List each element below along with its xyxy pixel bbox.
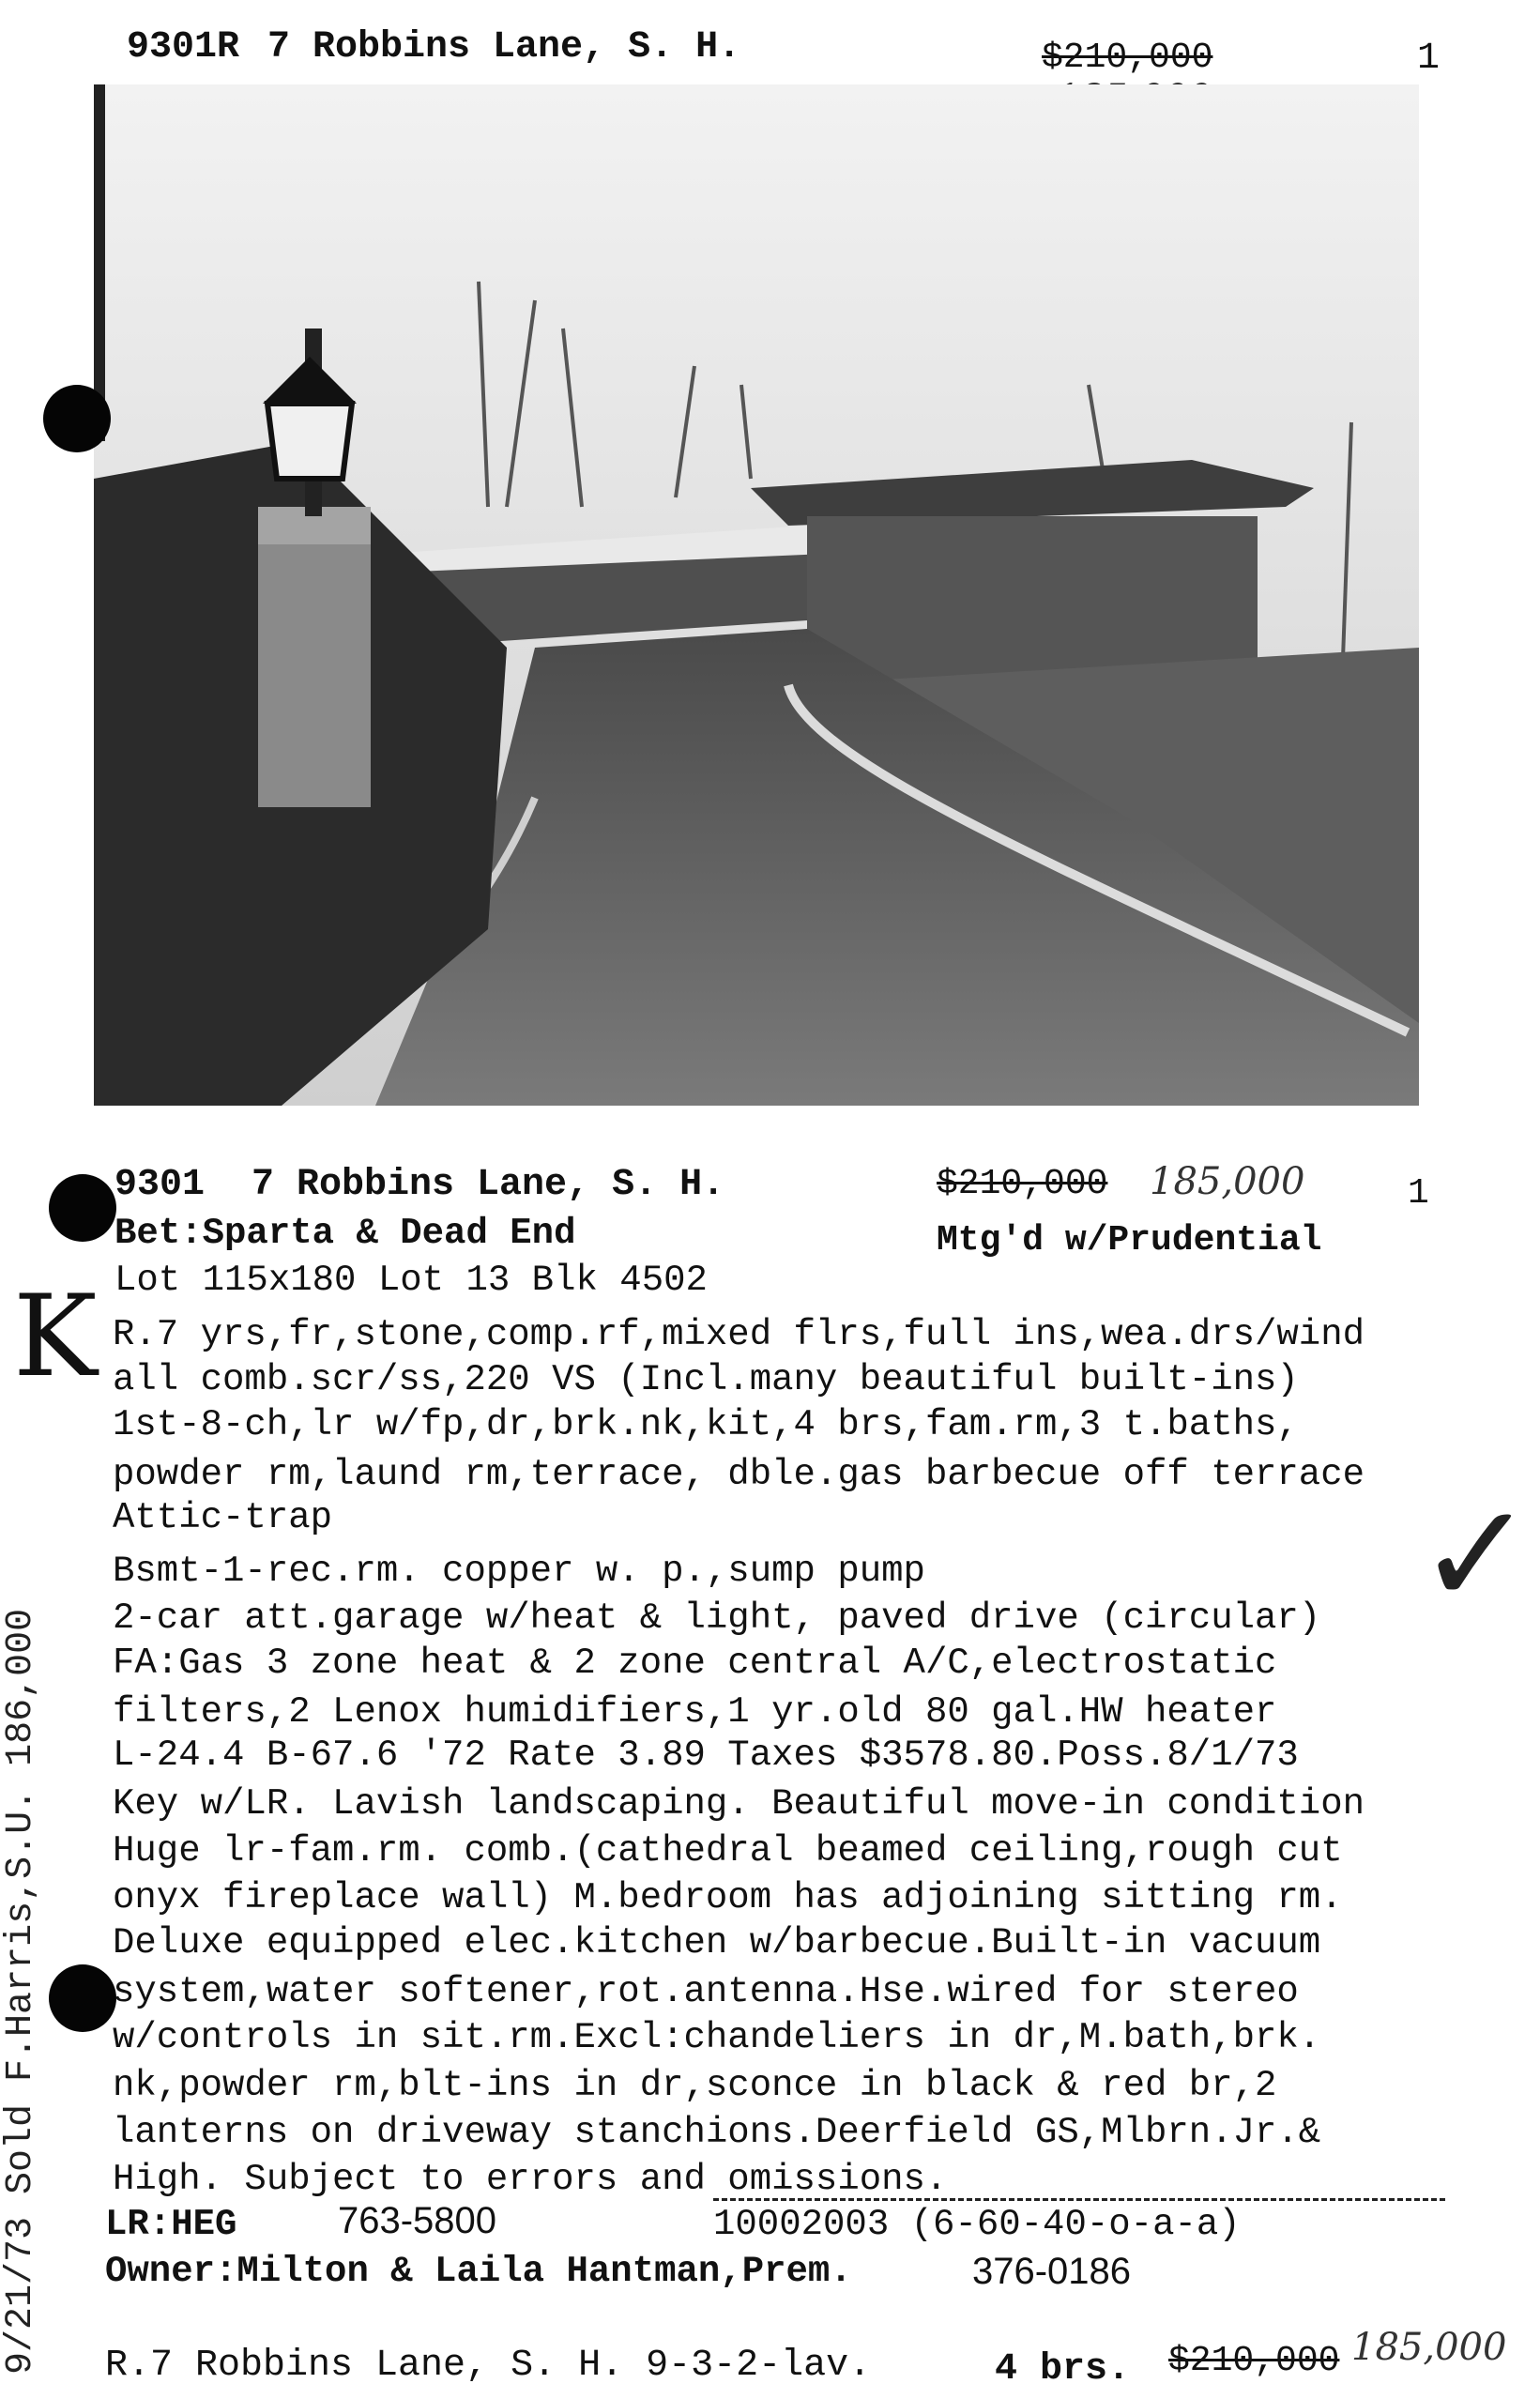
description-line: FA:Gas 3 zone heat & 2 zone central A/C,electrostatic [113, 1643, 1277, 1684]
footer-price-handwritten: 185,000 [1351, 2326, 1507, 2369]
description-line: 1st-8-ch,lr w/fp,dr,brk.nk,kit,4 brs,fam.rm,3 t.baths, [113, 1404, 1299, 1445]
punch-hole-middle [49, 1174, 116, 1242]
card-listing-no: 9301 [114, 1164, 206, 1206]
description-line: w/controls in sit.rm.Excl:chandeliers in dr,M.bath,brk. [113, 2017, 1321, 2058]
punch-hole-bottom [49, 1964, 116, 2032]
top-price-struck: $210,000 [1042, 38, 1213, 78]
description-line: system,water softener,rot.antenna.Hse.wired for stereo [113, 1971, 1299, 2012]
margin-mark-k: K [13, 1272, 98, 1402]
card-price-struck: $210,000 [937, 1164, 1108, 1204]
footer-brs: 4 brs. [995, 2348, 1131, 2391]
description-line: powder rm,laund rm,terrace, dble.gas barbecue off terrace [113, 1454, 1365, 1495]
owner-phone: 376-0186 [972, 2251, 1132, 2292]
dashed-rule [713, 2198, 1445, 2201]
house-photo-illustration [94, 84, 1419, 1106]
footer-summary: R.7 Robbins Lane, S. H. 9-3-2-lav. [105, 2345, 872, 2387]
description-line: R.7 yrs,fr,stone,comp.rf,mixed flrs,full ins,wea.drs/wind [113, 1314, 1365, 1355]
card-location: Bet:Sparta & Dead End [114, 1213, 576, 1254]
lr-phone: 763-5800 [338, 2200, 497, 2241]
top-page-no: 1 [1417, 38, 1441, 80]
description-line: Deluxe equipped elec.kitchen w/barbecue.Built-in vacuum [113, 1922, 1321, 1964]
description-line: High. Subject to errors and omissions. [113, 2159, 948, 2200]
check-mark: ✓ [1417, 1474, 1535, 1637]
description-line: Attic-trap [113, 1497, 333, 1538]
description-line: all comb.scr/ss,220 VS (Incl.many beautiful built-ins) [113, 1359, 1299, 1400]
card-address: 7 Robbins Lane, S. H. [252, 1164, 725, 1206]
top-listing-no: 9301R [127, 26, 240, 69]
owner: Owner:Milton & Laila Hantman,Prem. [105, 2251, 852, 2292]
description-line: lanterns on driveway stanchions.Deerfield GS,Mlbrn.Jr.& [113, 2112, 1321, 2153]
description-line: Bsmt-1-rec.rm. copper w. p.,sump pump [113, 1551, 925, 1592]
house-photo [94, 84, 1419, 1106]
description-line: Huge lr-fam.rm. comb.(cathedral beamed ceiling,rough cut [113, 1830, 1343, 1872]
description-line: nk,powder rm,blt-ins in dr,sconce in black & red br,2 [113, 2065, 1277, 2106]
card-mortgage: Mtg'd w/Prudential [937, 1220, 1322, 1261]
footer-price-struck: $210,000 [1168, 2341, 1340, 2381]
description-line: Key w/LR. Lavish landscaping. Beautiful move-in condition [113, 1783, 1365, 1825]
side-note: 9/21/73 Sold F.Harris,S.U. 186,000 [0, 1608, 42, 2375]
lr-code: 10002003 (6-60-40-o-a-a) [713, 2204, 1241, 2245]
card-lot: Lot 115x180 Lot 13 Blk 4502 [114, 1260, 708, 1301]
description-line: onyx fireplace wall) M.bedroom has adjoining sitting rm. [113, 1877, 1343, 1918]
description-line: L-24.4 B-67.6 '72 Rate 3.89 Taxes $3578.80.Poss.8/1/73 [113, 1734, 1299, 1776]
card-page-no: 1 [1408, 1173, 1429, 1214]
description-line: filters,2 Lenox humidifiers,1 yr.old 80 gal.HW heater [113, 1691, 1277, 1733]
description-line: 2-car att.garage w/heat & light, paved drive (circular) [113, 1597, 1321, 1639]
lr-label: LR:HEG [105, 2204, 237, 2245]
punch-hole-top [43, 385, 111, 452]
top-address: 7 Robbins Lane, S. H. [267, 26, 741, 69]
card-price-handwritten: 185,000 [1150, 1160, 1305, 1203]
